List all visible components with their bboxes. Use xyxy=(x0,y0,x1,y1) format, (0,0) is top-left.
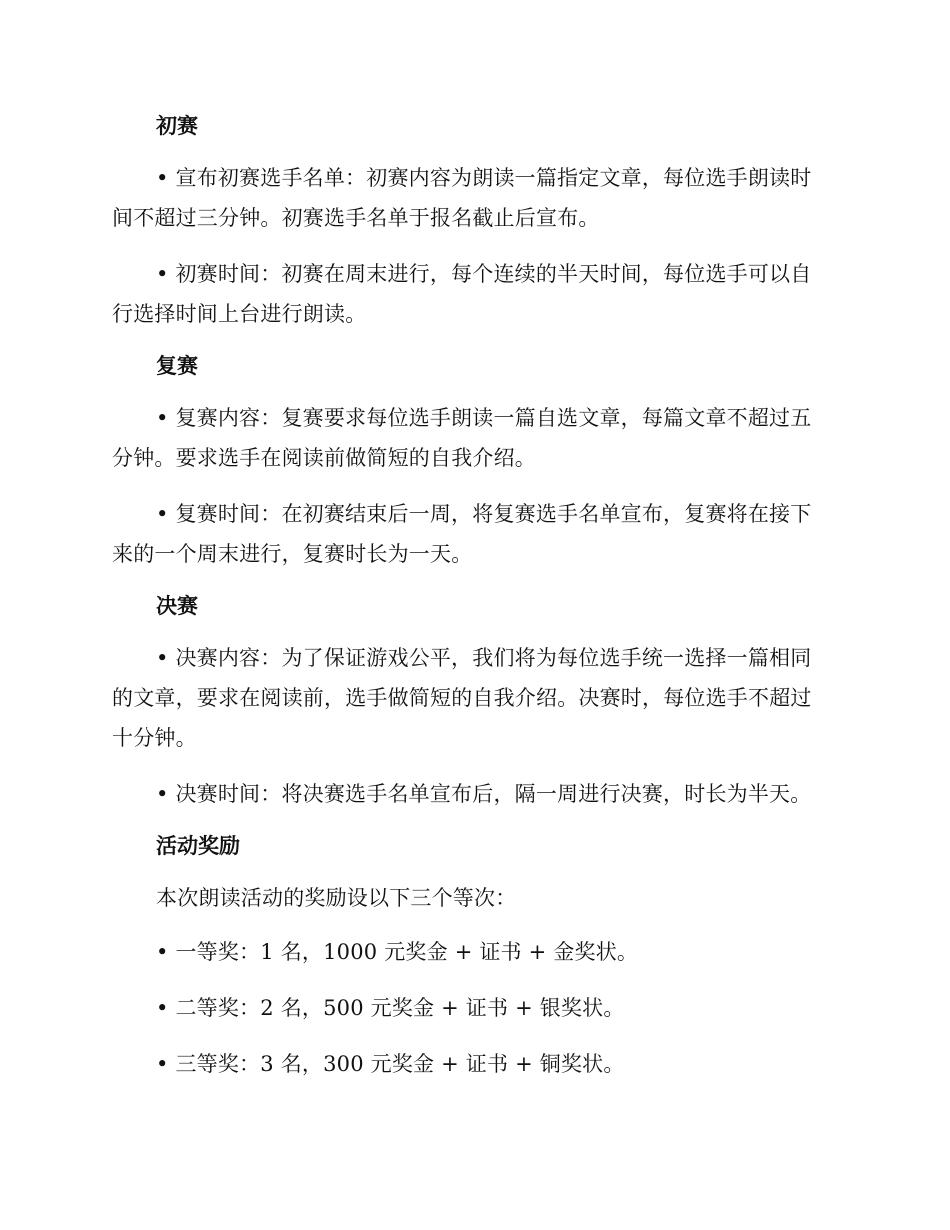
reward-item-second: • 二等奖：2 名，500 元奖金 + 证书 + 银奖状。 xyxy=(156,996,625,1020)
semifinal-item-content: • 复赛内容：复赛要求每位选手朗读一篇自选文章，每篇文章不超过五分钟。要求选手在阅读前做简短的自我介绍。 xyxy=(112,406,812,470)
final-item-time: • 决赛时间：将决赛选手名单宣布后，隔一周进行决赛，时长为半天。 xyxy=(156,782,812,806)
preliminary-item-time: • 初赛时间：初赛在周末进行，每个连续的半天时间，每位选手可以自行选择时间上台进行朗读。 xyxy=(112,262,812,326)
section-title-final: 决赛 xyxy=(156,594,198,618)
preliminary-item-announce: • 宣布初赛选手名单：初赛内容为朗读一篇指定文章，每位选手朗读时间不超过三分钟。初赛选手名单于报名截止后宣布。 xyxy=(112,166,812,230)
semifinal-item-time: • 复赛时间：在初赛结束后一周，将复赛选手名单宣布，复赛将在接下来的一个周末进行，复赛时长为一天。 xyxy=(112,502,812,566)
final-item-content: • 决赛内容：为了保证游戏公平，我们将为每位选手统一选择一篇相同的文章，要求在阅读前，选手做简短的自我介绍。决赛时，每位选手不超过十分钟。 xyxy=(112,646,812,750)
document-content xyxy=(112,110,832,1100)
section-title-preliminary: 初赛 xyxy=(156,114,198,138)
rewards-intro: 本次朗读活动的奖励设以下三个等次： xyxy=(156,886,517,910)
reward-item-third: • 三等奖：3 名，300 元奖金 + 证书 + 铜奖状。 xyxy=(156,1052,625,1076)
reward-item-first: • 一等奖：1 名，1000 元奖金 + 证书 + 金奖状。 xyxy=(156,940,639,964)
section-title-semifinal: 复赛 xyxy=(156,354,198,378)
section-title-rewards: 活动奖励 xyxy=(156,834,240,858)
